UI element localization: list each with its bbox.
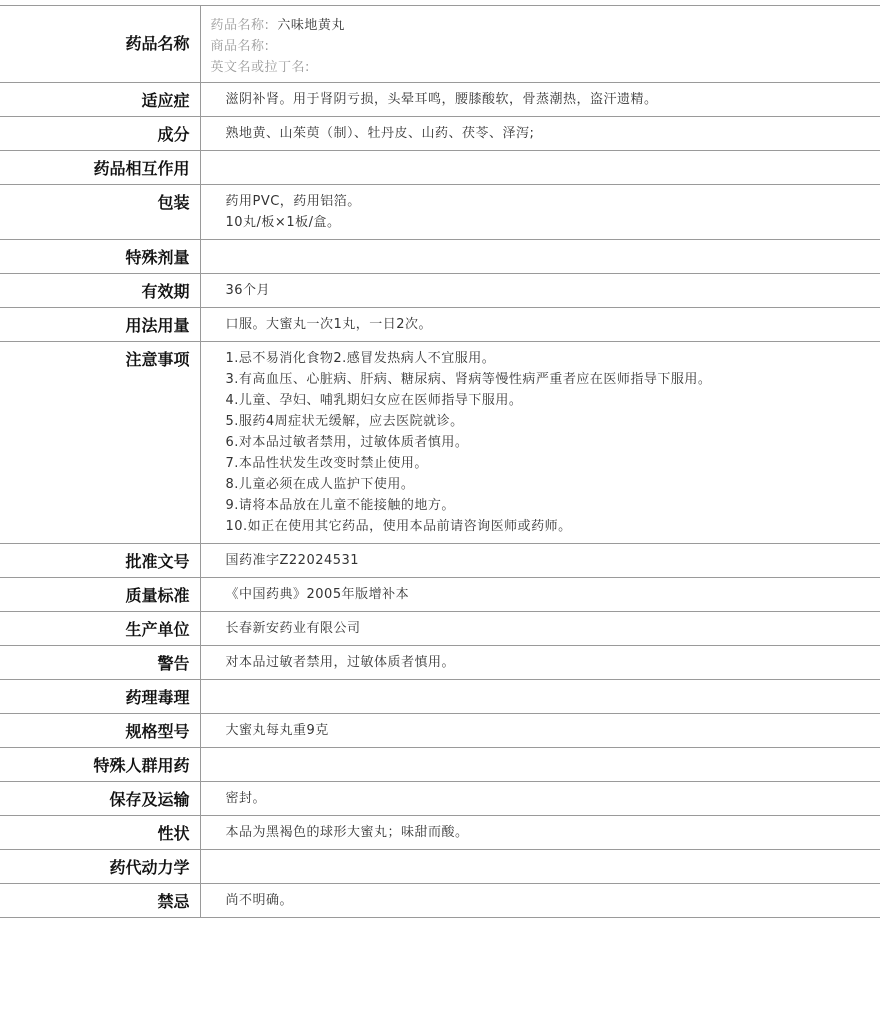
row-value-line: 6.对本品过敏者禁用，过敏体质者慎用。 (225, 435, 469, 450)
table-row (0, 83, 880, 117)
table-row (0, 308, 880, 342)
table-row (0, 151, 880, 185)
table-row (0, 185, 880, 240)
row-label: 特殊剂量 (0, 240, 200, 274)
row-label: 注意事项 (0, 342, 200, 544)
row-label: 用法用量 (0, 308, 200, 342)
table-row (0, 782, 880, 816)
row-label: 保存及运输 (0, 782, 200, 816)
row-value-line: 大蜜丸每丸重9克 (225, 723, 329, 738)
row-value-line: 密封。 (225, 791, 267, 806)
table-row (0, 680, 880, 714)
table-row (0, 240, 880, 274)
row-value-line: 国药准字Z22024531 (225, 553, 360, 568)
row-label: 有效期 (0, 274, 200, 308)
row-label: 批准文号 (0, 544, 200, 578)
table-row (0, 714, 880, 748)
row-value-line: 对本品过敏者禁用，过敏体质者慎用。 (225, 655, 456, 670)
row-value (200, 748, 880, 782)
row-value-line: 《中国药典》2005年版增补本 (225, 587, 410, 602)
row-value-line: 9.请将本品放在儿童不能接触的地方。 (225, 498, 455, 513)
row-value (200, 83, 880, 117)
latin-name-key: 英文名或拉丁名: (210, 60, 310, 75)
row-value (200, 308, 880, 342)
table-row (0, 646, 880, 680)
row-label: 特殊人群用药 (0, 748, 200, 782)
row-value-line: 10.如正在使用其它药品，使用本品前请咨询医师或药师。 (225, 519, 572, 534)
row-label: 适应症 (0, 83, 200, 117)
row-value-line: 药用PVC，药用铝箔。 (225, 194, 361, 209)
row-drug-name (0, 6, 880, 83)
row-value (200, 884, 880, 918)
row-value (200, 185, 880, 240)
generic-name-key: 药品名称: (210, 18, 270, 33)
row-value (200, 342, 880, 544)
row-value-line: 滋阴补肾。用于肾阴亏损，头晕耳鸣，腰膝酸软，骨蒸潮热，盗汗遗精。 (225, 92, 658, 107)
row-value (200, 714, 880, 748)
table-row (0, 342, 880, 544)
table-row (0, 884, 880, 918)
table-row (0, 274, 880, 308)
row-value (200, 816, 880, 850)
table-row (0, 850, 880, 884)
row-value-line: 尚不明确。 (225, 893, 294, 908)
row-value-line: 3.有高血压、心脏病、肝病、糖尿病、肾病等慢性病严重者应在医师指导下服用。 (225, 372, 712, 387)
row-label: 禁忌 (0, 884, 200, 918)
row-label: 药品名称 (0, 6, 200, 83)
row-value-line: 10丸/板×1板/盒。 (225, 215, 341, 230)
row-value (200, 151, 880, 185)
drug-spec-table (0, 5, 880, 918)
row-label: 生产单位 (0, 612, 200, 646)
row-value (200, 274, 880, 308)
table-row (0, 816, 880, 850)
row-label: 警告 (0, 646, 200, 680)
row-label: 成分 (0, 117, 200, 151)
row-label: 性状 (0, 816, 200, 850)
row-label: 包装 (0, 185, 200, 240)
drug-name-cell (200, 6, 880, 83)
row-value-line: 熟地黄、山茱萸（制）、牡丹皮、山药、茯苓、泽泻; (225, 126, 535, 141)
table-row (0, 612, 880, 646)
row-value-line: 7.本品性状发生改变时禁止使用。 (225, 456, 428, 471)
row-value-line: 5.服药4周症状无缓解，应去医院就诊。 (225, 414, 464, 429)
row-value (200, 578, 880, 612)
row-value (200, 782, 880, 816)
row-value-line: 本品为黑褐色的球形大蜜丸；味甜而酸。 (225, 825, 469, 840)
row-value (200, 240, 880, 274)
row-label: 药代动力学 (0, 850, 200, 884)
row-value-line: 4.儿童、孕妇、哺乳期妇女应在医师指导下服用。 (225, 393, 523, 408)
trade-name-key: 商品名称: (210, 39, 270, 54)
row-value-line: 1.忌不易消化食物2.感冒发热病人不宜服用。 (225, 351, 496, 366)
table-row (0, 544, 880, 578)
row-value (200, 646, 880, 680)
row-value (200, 544, 880, 578)
trade-name-line (211, 36, 880, 57)
table-row (0, 117, 880, 151)
row-value (200, 850, 880, 884)
row-value-line: 36个月 (225, 283, 271, 298)
table-row (0, 748, 880, 782)
generic-name-value: 六味地黄丸 (277, 18, 345, 33)
row-value (200, 612, 880, 646)
latin-name-line (211, 57, 880, 78)
generic-name-line (211, 15, 880, 36)
row-label: 规格型号 (0, 714, 200, 748)
row-label: 药品相互作用 (0, 151, 200, 185)
row-label: 质量标准 (0, 578, 200, 612)
row-label: 药理毒理 (0, 680, 200, 714)
drug-spec-body (0, 6, 880, 918)
row-value-line: 口服。大蜜丸一次1丸，一日2次。 (225, 317, 433, 332)
row-value-line: 8.儿童必须在成人监护下使用。 (225, 477, 415, 492)
row-value-line: 长春新安药业有限公司 (225, 621, 361, 636)
table-row (0, 578, 880, 612)
row-value (200, 117, 880, 151)
row-value (200, 680, 880, 714)
